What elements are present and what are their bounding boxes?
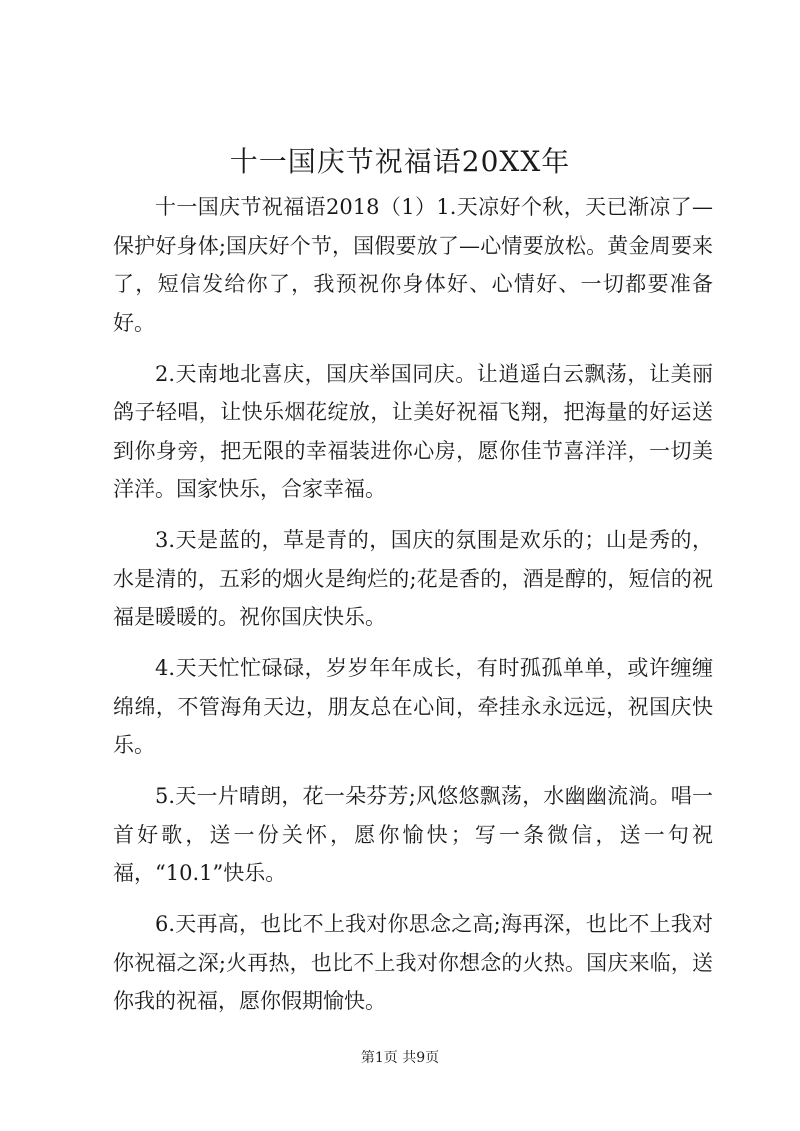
paragraph-4: 4.天天忙忙碌碌，岁岁年年成长，有时孤孤单单，或许缠缠绵绵，不管海角天边，朋友总在心间，牵挂永永远远，祝国庆快乐。 — [113, 656, 713, 757]
page-footer: 第1页 共9页 — [360, 1050, 440, 1066]
document-body — [113, 188, 713, 1033]
page-title: 十一国庆节祝福语20XX年 — [229, 145, 571, 178]
paragraph-intro: 十一国庆节祝福语2018（1）1.天凉好个秋，天已渐凉了—保护好身体;国庆好个节，国假要放了—心情要放松。黄金周要来了，短信发给你了，我预祝你身体好、心情好、一切都要准备好。 — [113, 195, 713, 335]
paragraph-3: 3.天是蓝的，草是青的，国庆的氛围是欢乐的；山是秀的，水是清的，五彩的烟火是绚烂的;花是香的，酒是醇的，短信的祝福是暖暖的。祝你国庆快乐。 — [113, 528, 713, 629]
paragraph-2: 2.天南地北喜庆，国庆举国同庆。让逍遥白云飘荡，让美丽鸽子轻唱，让快乐烟花绽放，让美好祝福飞翔，把海量的好运送到你身旁，把无限的幸福装进你心房，愿你佳节喜洋洋，一切美洋洋。国家快乐，合家幸福。 — [113, 361, 713, 501]
paragraph-6: 6.天再高，也比不上我对你思念之高;海再深，也比不上我对你祝福之深;火再热，也比不上我对你想念的火热。国庆来临，送你我的祝福，愿你假期愉快。 — [113, 912, 713, 1013]
paragraph-5: 5.天一片晴朗，花一朵芬芳;风悠悠飘荡，水幽幽流淌。唱一首好歌，送一份关怀，愿你愉快；写一条微信，送一句祝福，“10.1”快乐。 — [113, 784, 713, 885]
